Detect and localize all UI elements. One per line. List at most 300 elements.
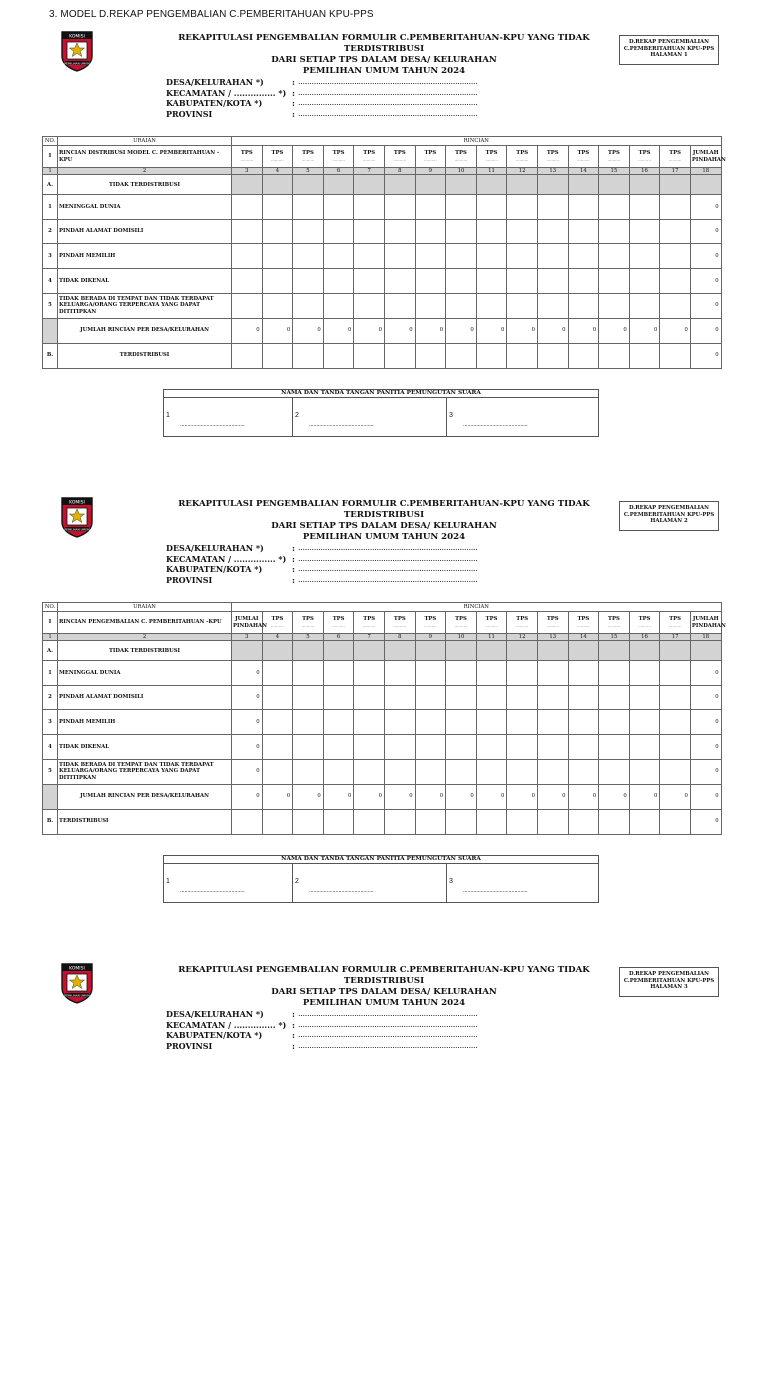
tps-number-blank: .......... <box>515 622 529 628</box>
tps-number-blank: .......... <box>454 622 468 628</box>
value-cell <box>599 268 630 293</box>
tps-label: TPS <box>608 616 620 623</box>
value-cell <box>415 343 446 368</box>
row-label: TIDAK DIKENAL <box>58 734 232 759</box>
form-title <box>150 965 618 1009</box>
value-cell <box>568 661 599 686</box>
value-cell <box>384 195 415 220</box>
column-number: 18 <box>690 168 721 175</box>
field-label: KECAMATAN / ............... *) <box>166 1019 287 1030</box>
tps-column-header <box>323 146 354 168</box>
tps-label: TPS <box>393 616 406 623</box>
signature-header: NAMA DAN TANDA TANGAN PANITIA PEMUNGUTAN SUARA <box>164 390 599 398</box>
tps-number-blank: .......... <box>240 156 254 162</box>
value-cell <box>599 685 630 710</box>
shaded-cell <box>629 175 660 195</box>
title-line: DARI SETIAP TPS DALAM DESA/ KELURAHAN <box>271 521 497 531</box>
field-blank: ................................................................................ <box>298 1030 478 1039</box>
no-header: NO. <box>43 137 58 146</box>
tps-label: TPS <box>302 150 314 157</box>
value-cell <box>323 661 354 686</box>
form-title <box>150 33 618 77</box>
column-number: 13 <box>537 634 568 641</box>
value-cell <box>476 219 507 244</box>
value-cell <box>262 244 293 269</box>
value-cell <box>323 343 354 368</box>
tps-number-blank: .......... <box>393 622 407 628</box>
value-cell <box>293 685 324 710</box>
tps-number-blank: .......... <box>271 156 284 162</box>
signature-slot <box>447 864 599 903</box>
tps-column-header <box>446 612 477 634</box>
field-colon: : <box>292 98 295 108</box>
column-number: 11 <box>476 634 507 641</box>
row-number: B. <box>43 343 58 368</box>
value-cell <box>415 734 446 759</box>
tps-label: TPS <box>363 616 376 623</box>
signature-number: 3 <box>449 412 453 419</box>
signature-number: 1 <box>166 412 170 419</box>
value-cell: 0 <box>446 318 477 343</box>
column-number: 9 <box>415 634 446 641</box>
value-cell <box>446 195 477 220</box>
value-cell <box>476 244 507 269</box>
value-cell <box>660 244 691 269</box>
table-header-row <box>43 137 757 146</box>
value-cell: 0 <box>232 661 263 686</box>
value-cell: 0 <box>415 784 446 809</box>
value-cell <box>537 293 568 318</box>
value-cell <box>354 219 385 244</box>
shaded-cell <box>43 784 58 809</box>
tps-column-header <box>537 146 568 168</box>
tps-number-blank: .......... <box>424 156 437 162</box>
column-number: 14 <box>568 634 599 641</box>
value-cell <box>293 343 324 368</box>
signature-line: ............................................ <box>309 422 374 428</box>
section-b-label: TERDISTRIBUSI <box>58 809 232 834</box>
field-blank: ................................................................................ <box>298 564 478 573</box>
value-cell: 0 <box>568 318 599 343</box>
tps-number-blank: .......... <box>668 156 682 162</box>
column-number: 7 <box>354 634 385 641</box>
column-number: 15 <box>599 634 630 641</box>
logo-text-bottom: PEMILIHAN UMUM <box>64 527 90 532</box>
shaded-cell <box>323 175 354 195</box>
value-cell <box>262 710 293 735</box>
value-cell <box>446 219 477 244</box>
value-cell <box>354 195 385 220</box>
value-cell <box>507 710 538 735</box>
tps-column-header <box>660 612 691 634</box>
jumlah-label: JUMLAH RINCIAN PER DESA/KELURAHAN <box>58 784 232 809</box>
column-number: 11 <box>476 168 507 175</box>
value-cell: 0 <box>690 809 721 834</box>
value-cell <box>537 219 568 244</box>
signature-slot <box>447 398 599 437</box>
value-cell <box>629 710 660 735</box>
kpu-logo <box>60 496 94 538</box>
tps-label: TPS <box>577 616 590 623</box>
value-cell <box>384 710 415 735</box>
value-cell <box>507 293 538 318</box>
kpu-logo <box>60 962 94 1004</box>
value-cell <box>232 195 263 220</box>
value-cell <box>415 685 446 710</box>
tps-column-header <box>323 612 354 634</box>
value-cell: 0 <box>690 661 721 686</box>
value-cell <box>354 685 385 710</box>
shaded-cell <box>354 175 385 195</box>
table-row <box>43 759 757 784</box>
value-cell <box>537 685 568 710</box>
value-cell <box>660 734 691 759</box>
column-number: 5 <box>293 634 324 641</box>
tps-label: TPS <box>455 150 467 157</box>
column-number: 15 <box>599 168 630 175</box>
title-line: DARI SETIAP TPS DALAM DESA/ KELURAHAN <box>271 55 497 65</box>
jumlah-row <box>43 784 757 809</box>
column-number: 6 <box>323 168 354 175</box>
tps-column-header <box>384 146 415 168</box>
signature-line: ............................................ <box>180 888 245 894</box>
shaded-cell <box>415 175 446 195</box>
tps-label: TPS <box>638 616 651 623</box>
form-code-line: D.REKAP PENGEMBALIAN <box>628 505 710 511</box>
value-cell <box>323 244 354 269</box>
section-b-label: TERDISTRIBUSI <box>58 343 232 368</box>
location-fields <box>166 77 498 119</box>
column-number: 10 <box>446 168 477 175</box>
value-cell: 0 <box>568 784 599 809</box>
value-cell <box>293 268 324 293</box>
value-cell <box>629 734 660 759</box>
value-cell: 0 <box>232 318 263 343</box>
value-cell <box>262 809 293 834</box>
row-label: PINDAH MEMILIH <box>58 710 232 735</box>
field-blank: ................................................................................ <box>298 1019 478 1029</box>
value-cell: 0 <box>507 784 538 809</box>
row-number: 1 <box>43 195 58 220</box>
shaded-cell <box>690 175 721 195</box>
form-code-line: C.PEMBERITAHUAN KPU-PPS <box>623 511 715 518</box>
column-number-row <box>43 168 757 175</box>
section-a-label: TIDAK TERDISTRIBUSI <box>58 641 232 661</box>
value-cell <box>537 195 568 220</box>
value-cell <box>537 734 568 759</box>
value-cell <box>415 759 446 784</box>
column-number: 8 <box>384 168 415 175</box>
value-cell <box>537 809 568 834</box>
tps-column-header <box>476 146 507 168</box>
field-label: PROVINSI <box>166 1040 213 1051</box>
tps-number-blank: .......... <box>668 622 682 628</box>
field-row <box>166 575 498 586</box>
tps-label: TPS <box>546 616 559 623</box>
field-colon: : <box>292 564 295 574</box>
row-label: MENINGGAL DUNIA <box>58 661 232 686</box>
tps-label: TPS <box>577 150 590 157</box>
shaded-cell <box>537 175 568 195</box>
column-number: 12 <box>507 168 538 175</box>
value-cell <box>537 661 568 686</box>
document-heading: 3. MODEL D.REKAP PENGEMBALIAN C.PEMBERITAHUAN KPU-PPS <box>49 9 374 20</box>
shaded-cell <box>262 175 293 195</box>
tps-number-blank: .......... <box>332 156 345 162</box>
field-label: PROVINSI <box>166 574 213 585</box>
tps-number-blank: .......... <box>485 156 498 162</box>
form-code-line: D.REKAP PENGEMBALIAN <box>628 39 710 45</box>
signature-line: ............................................ <box>463 422 528 428</box>
column-number: 3 <box>232 168 263 175</box>
signature-line: ............................................ <box>180 422 245 428</box>
field-label: DESA/KELURAHAN *) <box>166 543 264 553</box>
column-number: 5 <box>293 168 324 175</box>
value-cell <box>262 219 293 244</box>
shaded-cell <box>446 641 477 661</box>
value-cell <box>446 268 477 293</box>
jumlah-row <box>43 318 757 343</box>
halaman-label: HALAMAN 2 <box>650 518 688 525</box>
value-cell: 0 <box>690 293 721 318</box>
tps-column-header <box>476 612 507 634</box>
tps-label: TPS <box>485 150 498 157</box>
tps-label: TPS <box>485 616 498 623</box>
value-cell: 0 <box>293 318 324 343</box>
rekap-table <box>42 602 757 835</box>
field-colon: : <box>292 574 295 585</box>
tps-label: TPS <box>455 616 467 623</box>
value-cell <box>293 734 324 759</box>
column-number: 12 <box>507 634 538 641</box>
form-page <box>0 0 768 466</box>
value-cell <box>660 219 691 244</box>
value-cell <box>354 710 385 735</box>
signature-header-row <box>164 390 599 398</box>
column-number: 17 <box>660 168 691 175</box>
column-number: 7 <box>354 168 385 175</box>
value-cell <box>262 268 293 293</box>
tps-number-blank: .......... <box>485 622 498 628</box>
value-cell <box>415 268 446 293</box>
row-number: I <box>43 146 58 168</box>
value-cell: 0 <box>690 734 721 759</box>
field-row <box>166 1030 498 1041</box>
value-cell <box>599 710 630 735</box>
title-line: REKAPITULASI PENGEMBALIAN FORMULIR C.PEMBERITAHUAN-KPU YANG TIDAK TERDISTRIBUSI <box>178 499 590 520</box>
value-cell <box>537 244 568 269</box>
value-cell <box>293 661 324 686</box>
value-cell <box>293 293 324 318</box>
tps-number-blank: .......... <box>424 622 437 628</box>
value-cell <box>232 244 263 269</box>
value-cell <box>476 293 507 318</box>
signature-line: ............................................ <box>463 888 528 894</box>
value-cell: 0 <box>354 318 385 343</box>
field-blank: ................................................................................ <box>298 77 478 86</box>
field-blank: ................................................................................ <box>298 87 478 97</box>
value-cell <box>323 759 354 784</box>
pindahan-label: PINDAHAN <box>691 622 726 629</box>
form-code-box <box>619 967 719 997</box>
column-number: 2 <box>58 168 232 175</box>
value-cell <box>660 809 691 834</box>
value-cell: 0 <box>262 784 293 809</box>
table-row <box>43 244 757 269</box>
value-cell <box>384 268 415 293</box>
tps-number-blank: .......... <box>362 156 376 162</box>
value-cell: 0 <box>232 710 263 735</box>
value-cell <box>568 809 599 834</box>
value-cell <box>384 809 415 834</box>
tps-column-header <box>629 612 660 634</box>
no-header: NO. <box>43 603 58 612</box>
value-cell: 0 <box>476 784 507 809</box>
value-cell <box>446 661 477 686</box>
value-cell <box>537 710 568 735</box>
row-label: TIDAK DIKENAL <box>58 268 232 293</box>
pindahan-label: PINDAHAN <box>233 622 267 629</box>
table-row <box>43 293 757 318</box>
value-cell <box>415 809 446 834</box>
value-cell <box>629 195 660 220</box>
logo-text-top: KOMISI <box>69 500 85 506</box>
tps-label: TPS <box>669 616 681 623</box>
value-cell <box>415 661 446 686</box>
value-cell <box>476 734 507 759</box>
value-cell <box>537 759 568 784</box>
tps-column-header <box>354 612 385 634</box>
tps-column-header <box>507 612 538 634</box>
title-line: PEMILIHAN UMUM TAHUN 2024 <box>302 66 466 76</box>
signature-header: NAMA DAN TANDA TANGAN PANITIA PEMUNGUTAN SUARA <box>164 856 599 864</box>
field-label: PROVINSI <box>166 108 213 119</box>
row-number: 5 <box>43 759 58 784</box>
tps-column-header <box>599 612 630 634</box>
value-cell <box>568 219 599 244</box>
tps-number-blank: .......... <box>362 622 376 628</box>
column-number: 17 <box>660 634 691 641</box>
shaded-cell <box>507 641 538 661</box>
column-number: 1 <box>43 168 58 175</box>
value-cell <box>629 219 660 244</box>
table-row <box>43 219 757 244</box>
field-row <box>166 1041 498 1052</box>
value-cell <box>232 343 263 368</box>
tps-column-header <box>415 612 446 634</box>
tps-label: TPS <box>271 616 284 623</box>
uraian-header: URAIAN <box>58 603 232 612</box>
signature-header-row <box>164 856 599 864</box>
tps-label: TPS <box>669 150 681 157</box>
jumlai-label: JUMLAI <box>235 616 259 623</box>
jumlah-label: JUMLAH RINCIAN PER DESA/KELURAHAN <box>58 318 232 343</box>
field-colon: : <box>292 77 295 87</box>
form-code-box <box>619 35 719 65</box>
field-row <box>166 1020 498 1031</box>
field-blank: ................................................................................ <box>298 553 478 563</box>
value-cell <box>293 195 324 220</box>
signature-number: 1 <box>166 878 170 885</box>
value-cell <box>323 195 354 220</box>
tps-number-blank: .......... <box>301 156 315 162</box>
value-cell: 0 <box>537 784 568 809</box>
value-cell <box>629 268 660 293</box>
value-cell <box>507 343 538 368</box>
tps-column-header <box>568 612 599 634</box>
value-cell <box>384 734 415 759</box>
value-cell <box>599 661 630 686</box>
row-number: A. <box>43 175 58 195</box>
tps-label: TPS <box>638 150 651 157</box>
shaded-cell <box>232 641 263 661</box>
tps-number-blank: .......... <box>638 156 651 162</box>
logo-text-bottom: PEMILIHAN UMUM <box>64 993 90 998</box>
value-cell <box>599 219 630 244</box>
value-cell <box>262 734 293 759</box>
value-cell <box>354 661 385 686</box>
shaded-cell <box>384 175 415 195</box>
value-cell <box>415 710 446 735</box>
value-cell <box>476 710 507 735</box>
tps-label: TPS <box>240 150 253 157</box>
value-cell <box>262 343 293 368</box>
tps-column-header <box>660 146 691 168</box>
tps-column-header <box>293 612 324 634</box>
value-cell <box>384 219 415 244</box>
value-cell <box>323 293 354 318</box>
rincian-header: RINCIAN <box>232 137 722 146</box>
value-cell: 0 <box>232 759 263 784</box>
signature-slot <box>164 398 293 437</box>
tps-number-blank: .......... <box>332 622 345 628</box>
value-cell <box>293 244 324 269</box>
column-number: 2 <box>58 634 232 641</box>
shaded-cell <box>323 641 354 661</box>
value-cell <box>446 244 477 269</box>
column-number: 6 <box>323 634 354 641</box>
row-number: 4 <box>43 268 58 293</box>
field-colon: : <box>292 1019 295 1030</box>
value-cell <box>323 809 354 834</box>
field-row <box>166 564 498 575</box>
signature-table <box>163 389 599 437</box>
value-cell: 0 <box>537 318 568 343</box>
tps-number-blank: .......... <box>454 156 468 162</box>
section-b-row <box>43 343 757 368</box>
shaded-cell <box>446 175 477 195</box>
value-cell <box>354 759 385 784</box>
value-cell <box>507 244 538 269</box>
shaded-cell <box>568 175 599 195</box>
value-cell <box>476 343 507 368</box>
value-cell <box>476 661 507 686</box>
value-cell: 0 <box>690 710 721 735</box>
field-row <box>166 98 498 109</box>
shaded-cell <box>629 641 660 661</box>
value-cell <box>568 685 599 710</box>
value-cell <box>354 734 385 759</box>
value-cell <box>568 734 599 759</box>
value-cell <box>232 293 263 318</box>
value-cell <box>660 195 691 220</box>
form-code-line: D.REKAP PENGEMBALIAN <box>628 971 710 977</box>
value-cell <box>415 219 446 244</box>
value-cell <box>446 759 477 784</box>
value-cell: 0 <box>323 318 354 343</box>
rincian-label: RINCIAN PENGEMBALIAN C. PEMBERITAHUAN -KPU <box>58 612 232 634</box>
value-cell <box>262 759 293 784</box>
